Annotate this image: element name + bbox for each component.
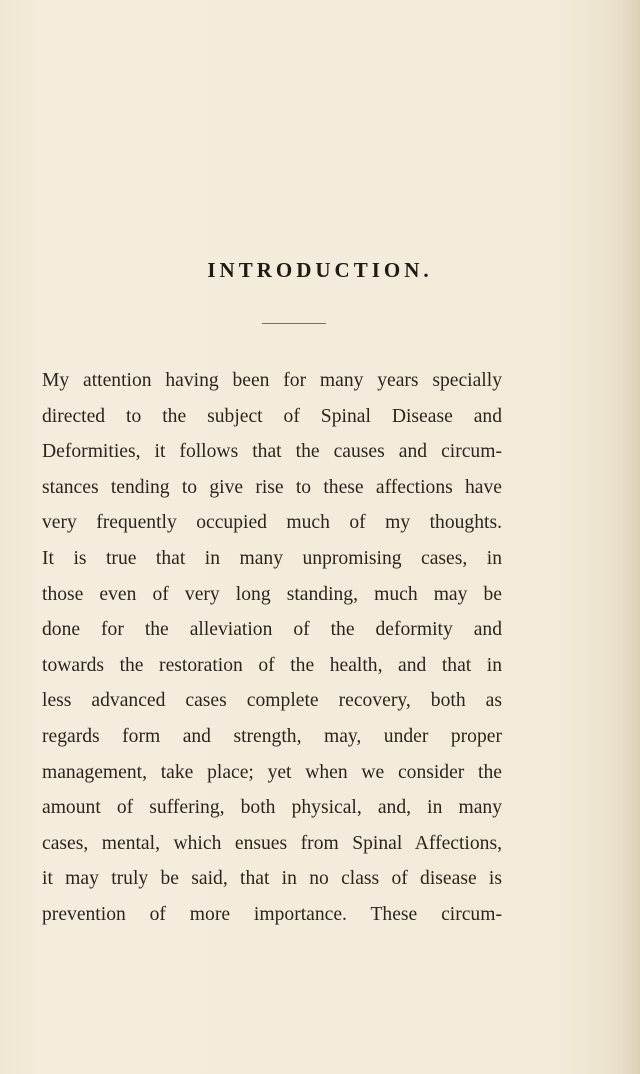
body-paragraph (42, 363, 502, 933)
text-line: prevention of more importance. These circum- (42, 903, 502, 925)
text-line: It is true that in many unpromising cases, in (42, 547, 502, 569)
text-line: towards the restoration of the health, and that in (42, 654, 502, 676)
text-line: stances tending to give rise to these affections have (42, 476, 502, 498)
page-edge-shadow (622, 0, 640, 1074)
text-line: Deformities, it follows that the causes and circum- (42, 441, 502, 463)
text-line: directed to the subject of Spinal Disease and (42, 405, 502, 427)
text-line: cases, mental, which ensues from Spinal Affections, (42, 832, 502, 854)
heading-divider (262, 323, 326, 324)
text-line: amount of suffering, both physical, and, in many (42, 797, 502, 819)
text-line: very frequently occupied much of my thoughts. (42, 512, 502, 534)
text-line: management, take place; yet when we consider the (42, 761, 502, 783)
text-line: done for the alleviation of the deformity and (42, 619, 502, 641)
text-line: it may truly be said, that in no class of disease is (42, 868, 502, 890)
chapter-heading: INTRODUCTION. (207, 258, 433, 282)
text-line: My attention having been for many years specially (42, 370, 502, 391)
text-line: those even of very long standing, much may be (42, 583, 502, 605)
text-line: regards form and strength, may, under proper (42, 725, 502, 747)
text-line: less advanced cases complete recovery, both as (42, 690, 502, 712)
